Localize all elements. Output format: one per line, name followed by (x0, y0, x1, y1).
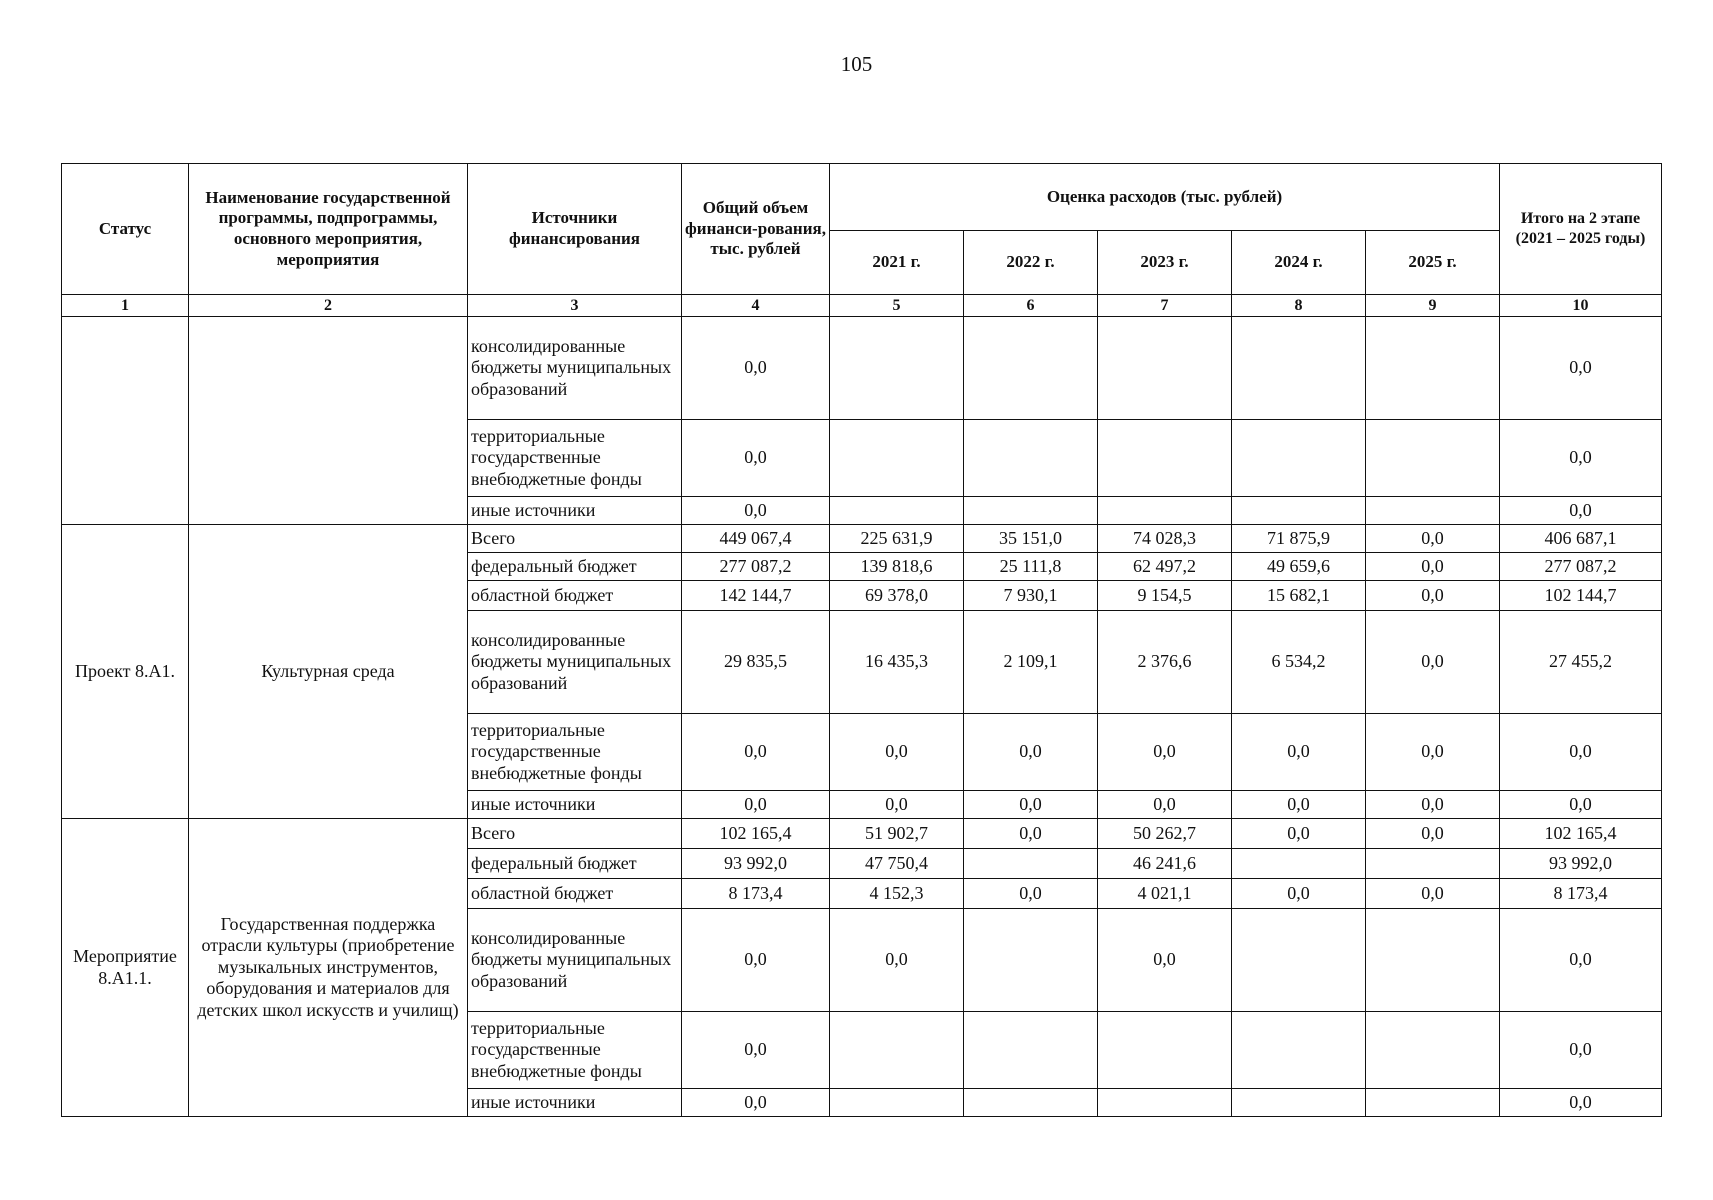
group-project-8a1 (62, 525, 1662, 819)
column-number: 5 (830, 295, 964, 317)
header-stage-total: Итого на 2 этапе (2021 – 2025 годы) (1500, 164, 1662, 295)
table-row (62, 525, 1662, 553)
value-cell (964, 1089, 1098, 1117)
value-cell: 93 992,0 (682, 849, 830, 879)
value-cell: 7 930,1 (964, 581, 1098, 611)
value-cell: 0,0 (1232, 714, 1366, 791)
value-cell: 71 875,9 (1232, 525, 1366, 553)
column-number: 2 (189, 295, 468, 317)
value-cell: 8 173,4 (682, 879, 830, 909)
value-cell: 277 087,2 (1500, 553, 1662, 581)
funding-source-cell: территориальные государственные внебюджетные фонды (468, 1012, 682, 1089)
value-cell: 0,0 (830, 714, 964, 791)
program-name-cell: Государственная поддержка отрасли культуры (приобретение музыкальных инструментов, оборудования и материалов для детских школ искусств и училищ) (189, 819, 468, 1117)
value-cell: 0,0 (830, 791, 964, 819)
program-name-cell (189, 317, 468, 525)
status-cell: Мероприятие 8.А1.1. (62, 819, 189, 1117)
value-cell: 62 497,2 (1098, 553, 1232, 581)
value-cell: 29 835,5 (682, 611, 830, 714)
value-cell: 69 378,0 (830, 581, 964, 611)
value-cell: 0,0 (1098, 909, 1232, 1012)
value-cell: 139 818,6 (830, 553, 964, 581)
header-year-2024: 2024 г. (1232, 231, 1366, 295)
budget-table (61, 163, 1662, 1117)
value-cell: 0,0 (1366, 819, 1500, 849)
value-cell: 0,0 (1366, 553, 1500, 581)
value-cell: 0,0 (1098, 714, 1232, 791)
value-cell: 2 109,1 (964, 611, 1098, 714)
value-cell (1098, 1089, 1232, 1117)
value-cell: 0,0 (1500, 420, 1662, 497)
value-cell: 50 262,7 (1098, 819, 1232, 849)
status-cell: Проект 8.А1. (62, 525, 189, 819)
value-cell: 0,0 (1500, 1012, 1662, 1089)
column-number: 4 (682, 295, 830, 317)
value-cell (1098, 420, 1232, 497)
value-cell: 0,0 (682, 909, 830, 1012)
value-cell: 74 028,3 (1098, 525, 1232, 553)
value-cell: 46 241,6 (1098, 849, 1232, 879)
funding-source-cell: консолидированные бюджеты муниципальных образований (468, 611, 682, 714)
header-status: Статус (62, 164, 189, 295)
value-cell: 4 152,3 (830, 879, 964, 909)
funding-source-cell: консолидированные бюджеты муниципальных образований (468, 317, 682, 420)
value-cell: 102 144,7 (1500, 581, 1662, 611)
value-cell: 406 687,1 (1500, 525, 1662, 553)
value-cell (830, 1089, 964, 1117)
funding-source-cell: федеральный бюджет (468, 849, 682, 879)
value-cell: 0,0 (1500, 791, 1662, 819)
funding-source-cell: федеральный бюджет (468, 553, 682, 581)
value-cell (1232, 1012, 1366, 1089)
value-cell (1232, 909, 1366, 1012)
value-cell (1366, 420, 1500, 497)
value-cell: 0,0 (964, 714, 1098, 791)
value-cell: 0,0 (682, 1012, 830, 1089)
value-cell: 142 144,7 (682, 581, 830, 611)
value-cell: 0,0 (682, 317, 830, 420)
value-cell: 102 165,4 (682, 819, 830, 849)
column-number: 9 (1366, 295, 1500, 317)
value-cell: 35 151,0 (964, 525, 1098, 553)
value-cell (1366, 1012, 1500, 1089)
value-cell: 47 750,4 (830, 849, 964, 879)
header-total: Общий объем финанси-рования, тыс. рублей (682, 164, 830, 295)
value-cell (830, 317, 964, 420)
program-name-cell: Культурная среда (189, 525, 468, 819)
value-cell: 0,0 (964, 879, 1098, 909)
value-cell: 2 376,6 (1098, 611, 1232, 714)
value-cell (1366, 317, 1500, 420)
value-cell: 51 902,7 (830, 819, 964, 849)
table-row (62, 317, 1662, 420)
value-cell (1098, 317, 1232, 420)
funding-source-cell: Всего (468, 819, 682, 849)
funding-source-cell: иные источники (468, 497, 682, 525)
value-cell: 0,0 (682, 791, 830, 819)
funding-source-cell: территориальные государственные внебюджетные фонды (468, 420, 682, 497)
value-cell: 277 087,2 (682, 553, 830, 581)
value-cell: 0,0 (1366, 611, 1500, 714)
column-number-row (62, 295, 1662, 317)
value-cell: 102 165,4 (1500, 819, 1662, 849)
column-number: 6 (964, 295, 1098, 317)
value-cell: 0,0 (682, 420, 830, 497)
value-cell (1366, 909, 1500, 1012)
funding-source-cell: консолидированные бюджеты муниципальных образований (468, 909, 682, 1012)
value-cell: 449 067,4 (682, 525, 830, 553)
value-cell: 0,0 (1232, 819, 1366, 849)
value-cell: 0,0 (682, 714, 830, 791)
funding-source-cell: Всего (468, 525, 682, 553)
header-year-2022: 2022 г. (964, 231, 1098, 295)
value-cell (1366, 849, 1500, 879)
header-estimate: Оценка расходов (тыс. рублей) (830, 164, 1500, 231)
value-cell (1098, 497, 1232, 525)
value-cell (1232, 1089, 1366, 1117)
funding-source-cell: иные источники (468, 791, 682, 819)
value-cell: 8 173,4 (1500, 879, 1662, 909)
column-number: 7 (1098, 295, 1232, 317)
header-sources: Источники финансирования (468, 164, 682, 295)
value-cell (964, 420, 1098, 497)
status-cell (62, 317, 189, 525)
value-cell: 0,0 (682, 497, 830, 525)
value-cell: 0,0 (1366, 714, 1500, 791)
value-cell: 0,0 (1366, 525, 1500, 553)
value-cell: 0,0 (1500, 1089, 1662, 1117)
value-cell: 0,0 (964, 791, 1098, 819)
header-name: Наименование государственной программы, подпрограммы, основного мероприятия, мероприятия (189, 164, 468, 295)
value-cell: 0,0 (1366, 581, 1500, 611)
column-number: 10 (1500, 295, 1662, 317)
value-cell: 0,0 (1500, 909, 1662, 1012)
page-number: 105 (840, 52, 873, 76)
value-cell: 9 154,5 (1098, 581, 1232, 611)
value-cell: 0,0 (1232, 791, 1366, 819)
value-cell: 16 435,3 (830, 611, 964, 714)
value-cell: 0,0 (682, 1089, 830, 1117)
value-cell (1232, 420, 1366, 497)
value-cell (830, 420, 964, 497)
value-cell (1232, 849, 1366, 879)
value-cell: 0,0 (1366, 879, 1500, 909)
group-event-8a1-1 (62, 819, 1662, 1117)
funding-source-cell: иные источники (468, 1089, 682, 1117)
value-cell (1232, 317, 1366, 420)
funding-source-cell: областной бюджет (468, 879, 682, 909)
value-cell: 0,0 (1500, 317, 1662, 420)
value-cell: 93 992,0 (1500, 849, 1662, 879)
value-cell: 0,0 (1366, 791, 1500, 819)
funding-source-cell: территориальные государственные внебюджетные фонды (468, 714, 682, 791)
header-year-2025: 2025 г. (1366, 231, 1500, 295)
value-cell: 225 631,9 (830, 525, 964, 553)
funding-source-cell: областной бюджет (468, 581, 682, 611)
value-cell (1098, 1012, 1232, 1089)
value-cell: 0,0 (1500, 714, 1662, 791)
value-cell: 25 111,8 (964, 553, 1098, 581)
column-number: 8 (1232, 295, 1366, 317)
value-cell: 6 534,2 (1232, 611, 1366, 714)
value-cell (964, 1012, 1098, 1089)
value-cell (1366, 497, 1500, 525)
value-cell (830, 1012, 964, 1089)
value-cell: 27 455,2 (1500, 611, 1662, 714)
column-number: 3 (468, 295, 682, 317)
value-cell: 15 682,1 (1232, 581, 1366, 611)
value-cell: 0,0 (830, 909, 964, 1012)
value-cell (1366, 1089, 1500, 1117)
value-cell (964, 849, 1098, 879)
header-year-2021: 2021 г. (830, 231, 964, 295)
value-cell (1232, 497, 1366, 525)
value-cell: 4 021,1 (1098, 879, 1232, 909)
value-cell (964, 497, 1098, 525)
value-cell: 0,0 (1098, 791, 1232, 819)
value-cell: 49 659,6 (1232, 553, 1366, 581)
header-year-2023: 2023 г. (1098, 231, 1232, 295)
value-cell: 0,0 (1500, 497, 1662, 525)
value-cell (964, 317, 1098, 420)
value-cell: 0,0 (1232, 879, 1366, 909)
value-cell (964, 909, 1098, 1012)
table-row (62, 819, 1662, 849)
column-number: 1 (62, 295, 189, 317)
group-continuation (62, 317, 1662, 525)
value-cell (830, 497, 964, 525)
value-cell: 0,0 (964, 819, 1098, 849)
